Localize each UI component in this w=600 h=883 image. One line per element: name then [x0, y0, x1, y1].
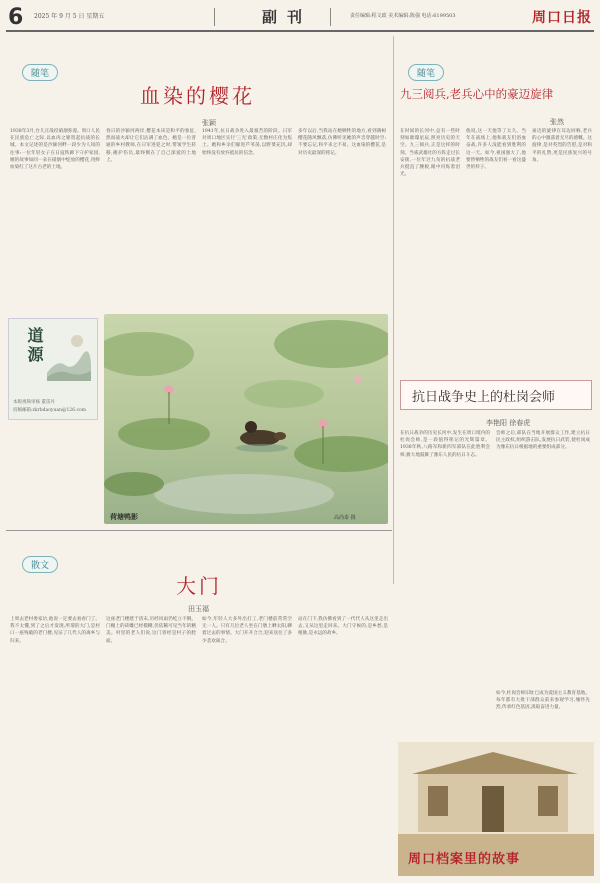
staff-line: 责任编辑:程文政 美术编辑:陈强 电话:6199503 [350, 13, 456, 19]
section-title: 副刊 [262, 8, 313, 26]
article2-col1: 在时间的长河中,总有一些时刻如璀璨星辰,照亮历史的天空。九三阅兵,正是这样的时刻。当威武雄壮的方阵走过长安街,一位年过九旬的抗战老兵挺直了腰板,眼中闪烁着泪光。 [400, 129, 460, 178]
article3-col3: 如今,年轻人大多外出打工,老门楼前常常空无一人。只有几位老人坐在门墩上晒太阳,聊着过去的事情。大门开开合合,迎来送往了多少悲欢离合。 [202, 617, 292, 644]
article1-author: 张颖 [202, 119, 216, 127]
article4-title: 抗日战争史上的杜岗会师 [412, 390, 556, 405]
article1-col4: 多年以后,当我站在她牺牲的地方,看到满树樱花随风飘落,仿佛听见她的声音穿越时空:不要忘记,和平来之不易。这血染的樱花,是对历史最深的铭记。 [298, 129, 386, 156]
article3-title: 大门 [176, 574, 222, 598]
article4-col1: 在抗日战争的历史长河中,发生在周口境内的杜岗会师,是一段值得铭记的光辉篇章。1938年秋,八路军和新四军部队在此胜利会师,极大地鼓舞了豫东人民的抗日斗志。 [400, 431, 490, 458]
ad-landscape-image [47, 329, 91, 381]
page-number: 6 [8, 5, 24, 30]
article1-kicker: 随笔 [22, 64, 58, 81]
column-divider [393, 36, 394, 584]
article2-title: 九三阅兵,老兵心中的豪迈旋律 [400, 87, 554, 101]
article3-col1: 上周去老村委家访,他说一定要去看看门了。我不太懂,到了之后才发现,所谓的大门,是村口一座残破的老门楼,见证了几代人的离乡与归来。 [10, 617, 100, 644]
article1-col1: 1938年3月,台儿庄战役硝烟弥漫。周口人民在民族危亡之际,以血肉之躯筑起抗战的长城。本文记述的是沙颍河畔一段少为人知的往事:一位年轻女子在日寇铁蹄下守护家园,她的故事如同一朵在硝烟中绽放的樱花,用鲜血染红了这片古老的土地。 [10, 129, 100, 171]
header-divider-left [214, 8, 215, 26]
lotus-duck-photo [104, 314, 388, 524]
article2-kicker: 随笔 [408, 64, 444, 81]
photo-credit: 高尚泰 摄 [334, 515, 356, 521]
article3-author: 田玉福 [188, 605, 209, 613]
article3-col2: 这座老门楼建于清末,历经风雨仍屹立不倒。门楣上的砖雕已经模糊,但依稀可见当年的精美。村里的老人们说,这门曾经是村子的脸面。 [106, 617, 196, 644]
issue-date: 2025 年 9 月 5 日 星期五 [34, 13, 105, 20]
article2-col2: 他说,这一天他等了太久。当年在战场上,他和战友们浴血奋战,许多人没能看到胜利的这一天。如今,祖国强大了,他要替牺牲的战友们看一看这盛世的样子。 [466, 129, 526, 171]
column-ad-block [8, 318, 98, 420]
article4-col3: 如今,杜岗会师旧址已成为爱国主义教育基地。每年都有大批干部群众前来参观学习,缅怀先烈,传承红色基因,汲取奋进力量。 [496, 691, 590, 711]
archive-banner [398, 742, 594, 876]
ad-calligraphy: 道源 [25, 327, 44, 365]
newspaper-logo: 周口日报 [532, 10, 592, 26]
photo-caption: 荷塘鸭影 [110, 512, 138, 521]
article3-col4: 站在门下,我仿佛看到了一代代人从这里走出去,又从这里走回来。大门守候的,是乡愁,是根脉,是永远的故乡。 [298, 617, 388, 637]
article2-author: 张然 [550, 118, 564, 126]
article1-col3: 1941年,抗日战争进入最艰苦的阶段。日军对周口地区实行'三光'政策,无数村庄化为焦土。她和乡亲们躲进芦苇荡,以野菜充饥,却始终没有放弃抵抗的信念。 [202, 129, 292, 156]
article1-title: 血染的樱花 [140, 84, 255, 108]
header-divider-right [330, 8, 331, 26]
article4-author: 李艳阳 徐春虎 [486, 419, 531, 427]
ad-email: 投稿邮箱:zkrbdaoyuan@126.com [13, 408, 86, 413]
ad-credit: 本版视频审核 董雷丹 [13, 400, 55, 405]
article1-col2: 春日的沙颍河两岸,樱花本该是和平的象征,然而战火却让它们沾满了血色。她是一位普通的乡村教师,在日军进犯之时,带领学生转移,掩护伤员,最终倒在了自己深爱的土地上。 [106, 129, 196, 163]
section-rule [6, 530, 392, 531]
article3-kicker: 散文 [22, 556, 58, 573]
archive-banner-title: 周口档案里的故事 [408, 852, 521, 867]
article2-col3: 豪迈的旋律在耳边回响,老兵的心中激荡着无尽的感慨。这旋律,是对英烈的告慰,是对和平的礼赞,更是民族复兴的号角。 [532, 129, 592, 163]
header-rule [6, 30, 594, 32]
article4-col2: 会师之后,部队在当地开展群众工作,建立抗日民主政权,组织游击队,发展抗日武装,使杜岗成为豫东抗日根据地的重要组成部分。 [496, 431, 590, 451]
